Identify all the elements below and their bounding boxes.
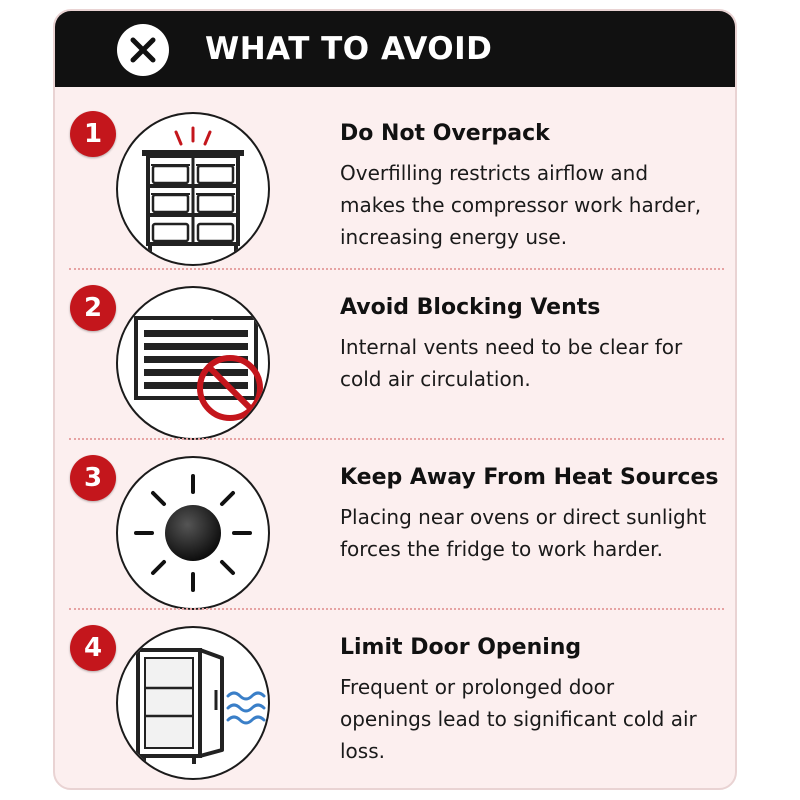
overpacked-shelves-icon xyxy=(116,112,270,266)
sun-icon xyxy=(116,456,270,610)
avoid-item-2 xyxy=(55,273,735,443)
open-fridge-door-icon xyxy=(116,626,270,780)
item-title: Keep Away From Heat Sources xyxy=(340,465,719,490)
item-title: Avoid Blocking Vents xyxy=(340,295,601,320)
item-description: Internal vents need to be clear for cold air circulation. xyxy=(340,335,683,391)
item-description: Frequent or prolonged door openings lead to significant cold air loss. xyxy=(340,675,697,763)
avoid-item-1 xyxy=(55,99,735,269)
item-number-badge: 2 xyxy=(70,285,116,331)
header-title: WHAT TO AVOID xyxy=(205,31,493,67)
item-title: Do Not Overpack xyxy=(340,121,550,146)
avoid-item-3 xyxy=(55,443,735,613)
item-description: Placing near ovens or direct sunlight forces the fridge to work harder. xyxy=(340,505,707,561)
item-number-badge: 3 xyxy=(70,455,116,501)
divider xyxy=(69,608,724,610)
item-description: Overfilling restricts airflow and makes the compressor work harder, increasing energy use. xyxy=(340,161,702,249)
what-to-avoid-card xyxy=(53,9,737,790)
item-number-badge: 4 xyxy=(70,625,116,671)
divider xyxy=(69,268,724,270)
item-title: Limit Door Opening xyxy=(340,635,582,660)
blocked-vent-icon xyxy=(116,286,270,440)
close-x-icon xyxy=(117,24,169,76)
header-bar xyxy=(55,11,735,87)
avoid-item-4 xyxy=(55,613,735,783)
divider xyxy=(69,438,724,440)
item-number-badge: 1 xyxy=(70,111,116,157)
